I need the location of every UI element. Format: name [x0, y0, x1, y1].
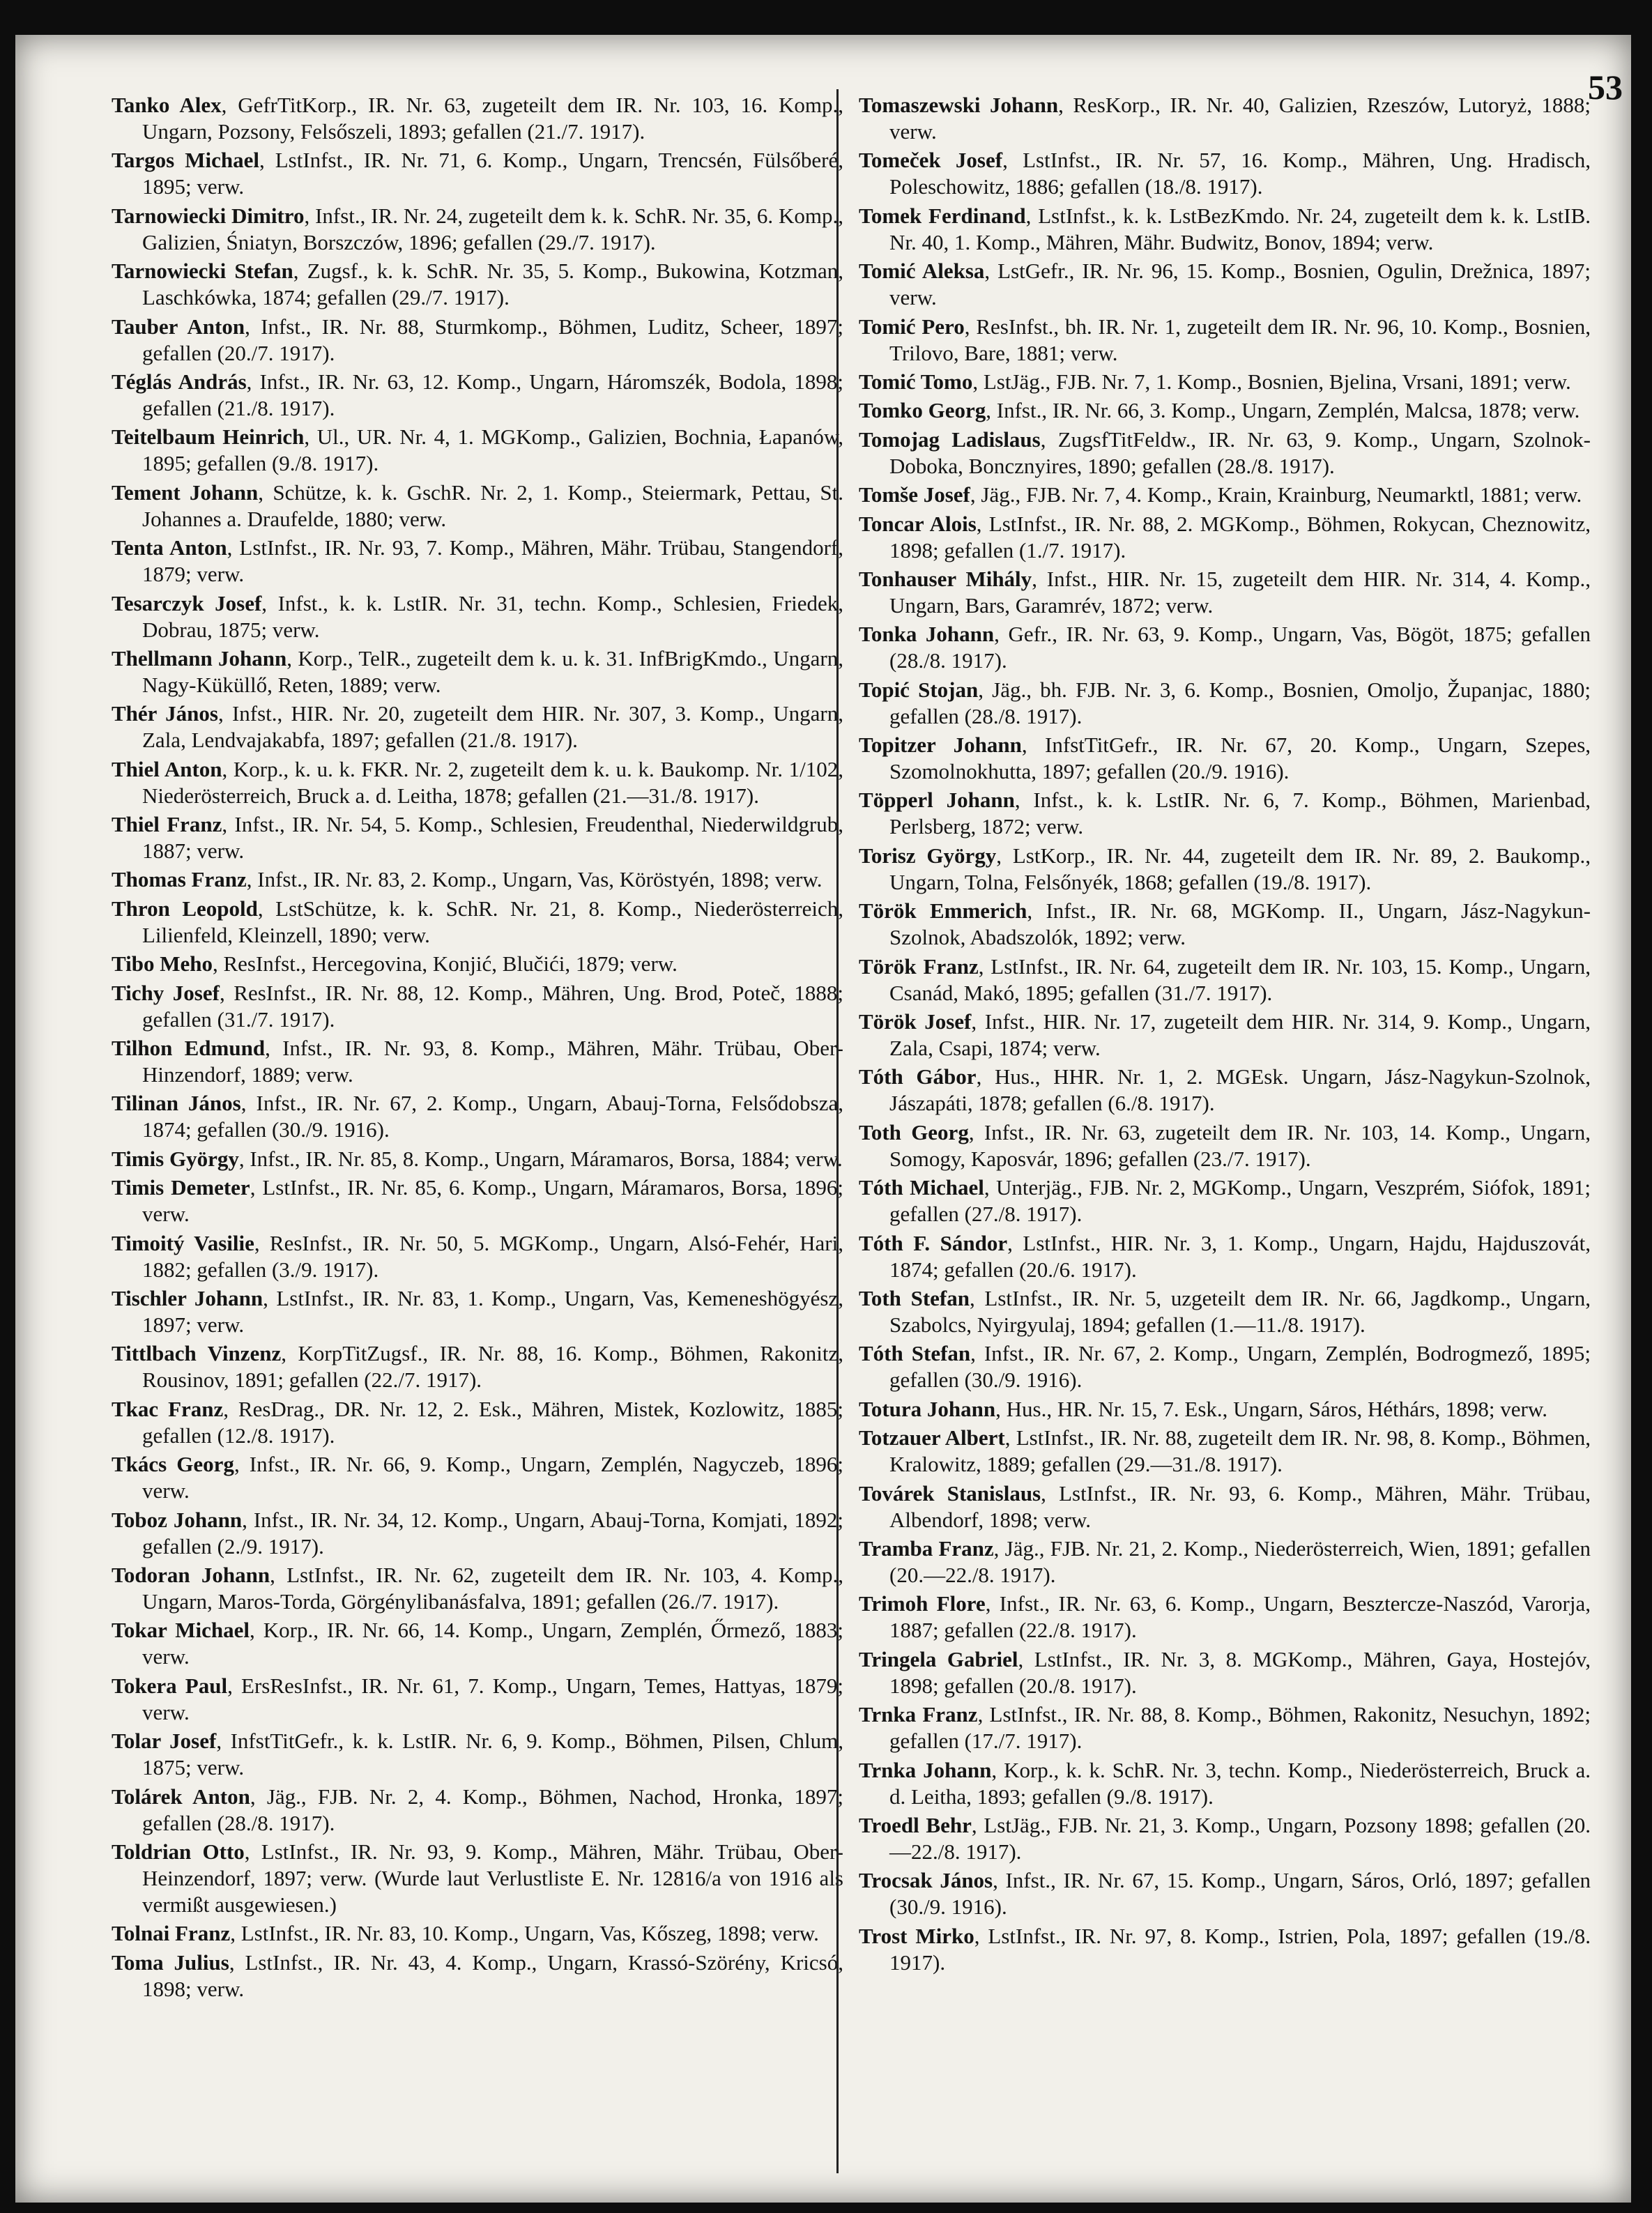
entry-details: , Korp., IR. Nr. 66, 14. Komp., Ungarn, Zemplén, Őrmező, 1883; verw. [142, 1618, 843, 1669]
casualty-entry [859, 843, 1591, 896]
casualty-entry [112, 1617, 843, 1670]
entry-name: Trnka Johann [859, 1757, 992, 1782]
entry-name: Trocsak János [859, 1868, 993, 1893]
casualty-entry [112, 645, 843, 698]
entry-details: , Zugsf., k. k. SchR. Nr. 35, 5. Komp., Bukowina, Kotzman, Laschkówka, 1874; gefallen (29./7. 1917). [142, 259, 843, 310]
entry-details: , KorpTitZugsf., IR. Nr. 88, 16. Komp., Böhmen, Rakonitz, Rousinov, 1891; gefallen (22./7. 1917). [142, 1341, 844, 1393]
entry-name: Tibo Meho [112, 951, 213, 977]
entry-name: Tkac Franz [112, 1396, 224, 1421]
casualty-entry [859, 147, 1591, 200]
entry-details: , LstInfst., HIR. Nr. 3, 1. Komp., Ungarn, Hajdu, Hajduszovát, 1874; gefallen (20./6. 1917). [889, 1230, 1591, 1282]
entry-details: , Jäg., FJB. Nr. 7, 4. Komp., Krain, Krainburg, Neumarktl, 1881; verw. [970, 482, 1582, 507]
casualty-entry [112, 92, 843, 145]
entry-name: Török Emmerich [859, 898, 1027, 924]
entry-name: Torisz György [859, 843, 997, 868]
entry-name: Todoran Johann [112, 1562, 270, 1587]
casualty-entry [859, 1119, 1591, 1172]
casualty-entry [112, 203, 843, 256]
entry-name: Thiel Anton [112, 756, 222, 781]
entry-details: , Infst., IR. Nr. 68, MGKomp. II., Ungarn, Jász-Nagykun-Szolnok, Abadszolók, 1892; verw. [889, 898, 1591, 950]
entry-details: , Unterjäg., FJB. Nr. 2, MGKomp., Ungarn, Veszprém, Siófok, 1891; gefallen (27./8. 1917). [889, 1175, 1591, 1227]
entry-details: , Hus., HHR. Nr. 1, 2. MGEsk. Ungarn, Jász-Nagykun-Szolnok, Jászapáti, 1878; gefallen (6./8. 1917). [889, 1064, 1591, 1116]
entry-details: , LstInfst., k. k. LstBezKmdo. Nr. 24, zugeteilt dem k. k. LstIB. Nr. 40, 1. Komp., Mähren, Mähr. Budwitz, Bonov, 1894; verw. [889, 203, 1591, 254]
entry-name: Thron Leopold [112, 896, 258, 921]
entry-details: , LstKorp., IR. Nr. 44, zugeteilt dem IR. Nr. 89, 2. Baukomp., Ungarn, Tolna, Felsőnyék, 1868; gefallen (19./8. 1917). [889, 843, 1591, 894]
casualty-entry [859, 1536, 1591, 1588]
entry-name: Topitzer Johann [859, 733, 1022, 758]
casualty-entry [859, 898, 1591, 951]
entry-name: Toncar Alois [859, 511, 977, 536]
right-column [859, 92, 1591, 1978]
casualty-entry [112, 1673, 843, 1726]
entry-name: Tóth Stefan [859, 1341, 971, 1366]
entry-name: Téglás András [112, 369, 247, 394]
entry-details: , Infst., IR. Nr. 63, 6. Komp., Ungarn, Besztercze-Naszód, Varorja, 1887; gefallen (22./8. 1917). [889, 1591, 1591, 1643]
entry-name: Tokar Michael [112, 1618, 250, 1643]
casualty-entry [859, 1064, 1591, 1117]
entry-details: , LstInfst., IR. Nr. 97, 8. Komp., Istrien, Pola, 1897; gefallen (19./8. 1917). [889, 1923, 1591, 1975]
entry-name: Tement Johann [112, 480, 259, 505]
entry-name: Timoitý Vasilie [112, 1230, 254, 1255]
entry-details: , Infst., IR. Nr. 34, 12. Komp., Ungarn, Abauj-Torna, Komjati, 1892; gefallen (2./9. 1917). [142, 1507, 843, 1559]
casualty-entry [112, 480, 843, 533]
scanned-page [15, 35, 1631, 2203]
casualty-entry [112, 535, 843, 588]
entry-details: , Ul., UR. Nr. 4, 1. MGKomp., Galizien, Bochnia, Łapanów, 1895; gefallen (9./8. 1917). [142, 424, 843, 476]
casualty-entry [859, 1591, 1591, 1644]
casualty-entry [859, 397, 1591, 424]
entry-name: Trimoh Flore [859, 1591, 986, 1616]
entry-name: Toth Georg [859, 1119, 969, 1144]
casualty-entry [859, 1867, 1591, 1920]
casualty-entry [112, 147, 843, 200]
entry-details: , Schütze, k. k. GschR. Nr. 2, 1. Komp., Steiermark, Pettau, St. Johannes a. Draufelde, 1880; verw. [142, 480, 843, 531]
casualty-entry [859, 621, 1591, 674]
entry-details: , Infst., IR. Nr. 63, zugeteilt dem IR. Nr. 103, 14. Komp., Ungarn, Somogy, Kaposvár, 1896; gefallen (23./7. 1917). [889, 1119, 1591, 1171]
casualty-entry [112, 1146, 843, 1172]
casualty-entry [859, 314, 1591, 367]
casualty-entry [112, 590, 843, 643]
casualty-entry [112, 1340, 843, 1393]
casualty-entry [859, 1174, 1591, 1227]
casualty-entry [859, 1923, 1591, 1976]
entry-name: Tomko Georg [859, 398, 986, 423]
entry-name: Tomojag Ladislaus [859, 427, 1041, 452]
entry-name: Toth Stefan [859, 1285, 970, 1310]
casualty-entry [112, 1174, 843, 1227]
entry-name: Targos Michael [112, 148, 259, 173]
entry-name: Töpperl Johann [859, 788, 1015, 813]
entry-name: Toldrian Otto [112, 1839, 245, 1864]
entry-name: Tanko Alex [112, 93, 222, 117]
entry-name: Tóth Michael [859, 1175, 984, 1200]
entry-details: , Infst., HIR. Nr. 17, zugeteilt dem HIR. Nr. 314, 9. Komp., Ungarn, Zala, Csapi, 1874; verw. [889, 1009, 1591, 1061]
entry-name: Totura Johann [859, 1396, 996, 1421]
entry-details: , ErsResInfst., IR. Nr. 61, 7. Komp., Ungarn, Temes, Hattyas, 1879; verw. [142, 1673, 843, 1724]
casualty-entry [859, 677, 1591, 730]
entry-details: , GefrTitKorp., IR. Nr. 63, zugeteilt dem IR. Nr. 103, 16. Komp., Ungarn, Pozsony, Felsőszeli, 1893; gefallen (21./7. 1917). [142, 93, 843, 144]
casualty-entry [859, 1396, 1591, 1423]
casualty-entry [112, 700, 843, 753]
casualty-entry [112, 1784, 843, 1837]
entry-details: , LstSchütze, k. k. SchR. Nr. 21, 8. Komp., Niederösterreich, Lilienfeld, Kleinzell, 1890; verw. [142, 896, 844, 947]
entry-name: Thér János [112, 701, 218, 726]
entry-name: Trost Mirko [859, 1923, 974, 1948]
casualty-entry [859, 1230, 1591, 1283]
entry-name: Tomše Josef [859, 482, 970, 507]
entry-name: Tolnai Franz [112, 1921, 231, 1946]
casualty-entry [859, 369, 1591, 395]
entry-details: , LstInfst., IR. Nr. 64, zugeteilt dem IR. Nr. 103, 15. Komp., Ungarn, Csanád, Makó, 1895; gefallen (31./7. 1917). [889, 954, 1591, 1005]
left-column [112, 92, 843, 2005]
entry-details: , LstInfst., IR. Nr. 83, 1. Komp., Ungarn, Vas, Kemeneshögyész, 1897; verw. [142, 1285, 843, 1337]
entry-details: , Gefr., IR. Nr. 63, 9. Komp., Ungarn, Vas, Bögöt, 1875; gefallen (28./8. 1917). [889, 622, 1591, 673]
casualty-entry [859, 1425, 1591, 1478]
casualty-entry [859, 1009, 1591, 1062]
entry-name: Tittlbach Vinzenz [112, 1341, 282, 1366]
entry-details: , LstInfst., IR. Nr. 88, 8. Komp., Böhmen, Rakonitz, Nesuchyn, 1892; gefallen (17./7. 1917). [889, 1702, 1591, 1754]
entry-name: Tolárek Anton [112, 1784, 250, 1809]
entry-name: Troedl Behr [859, 1812, 972, 1837]
entry-name: Topić Stojan [859, 677, 979, 702]
entry-details: , LstInfst., IR. Nr. 93, 7. Komp., Mähren, Mähr. Trübau, Stangendorf, 1879; verw. [142, 535, 843, 587]
entry-details: , ResInfst., bh. IR. Nr. 1, zugeteilt dem IR. Nr. 96, 10. Komp., Bosnien, Trilovo, Bare, 1881; verw. [889, 314, 1591, 365]
entry-details: , LstInfst., IR. Nr. 85, 6. Komp., Ungarn, Máramaros, Borsa, 1896; verw. [142, 1175, 843, 1227]
entry-details: , ResKorp., IR. Nr. 40, Galizien, Rzeszów, Lutoryż, 1888; verw. [889, 93, 1591, 144]
entry-details: , Infst., IR. Nr. 54, 5. Komp., Schlesien, Freudenthal, Niederwildgrub, 1887; verw. [142, 812, 843, 864]
entry-details: , Jäg., FJB. Nr. 2, 4. Komp., Böhmen, Nachod, Hronka, 1897; gefallen (28./8. 1917). [142, 1784, 844, 1835]
casualty-entry [112, 1728, 843, 1781]
entry-name: Tonhauser Mihály [859, 566, 1032, 591]
casualty-entry [859, 1480, 1591, 1533]
entry-details: , Infst., IR. Nr. 67, 2. Komp., Ungarn, Zemplén, Bodrogmező, 1895; gefallen (30./9. 1916). [889, 1341, 1591, 1393]
entry-name: Tóth F. Sándor [859, 1230, 1008, 1255]
casualty-entry [112, 424, 843, 477]
entry-name: Timis György [112, 1146, 239, 1171]
casualty-entry [112, 1920, 843, 1947]
casualty-entry [112, 1839, 843, 1918]
entry-name: Tischler Johann [112, 1285, 263, 1310]
entry-name: Tomić Tomo [859, 369, 973, 394]
entry-name: Tauber Anton [112, 314, 245, 339]
casualty-entry [859, 566, 1591, 619]
entry-details: , Jäg., FJB. Nr. 21, 2. Komp., Niederösterreich, Wien, 1891; gefallen (20.—22./8. 1917). [889, 1536, 1591, 1587]
casualty-entry [112, 896, 843, 949]
entry-name: Tonka Johann [859, 622, 995, 647]
entry-name: Teitelbaum Heinrich [112, 424, 305, 450]
casualty-entry [859, 1757, 1591, 1810]
entry-details: , ResInfst., IR. Nr. 88, 12. Komp., Mähren, Ung. Brod, Poteč, 1888; gefallen (31./7. 1917). [142, 980, 843, 1032]
entry-details: , LstGefr., IR. Nr. 96, 15. Komp., Bosnien, Ogulin, Drežnica, 1897; verw. [889, 259, 1591, 310]
casualty-entry [112, 314, 843, 367]
entry-details: , ResInfst., IR. Nr. 50, 5. MGKomp., Ungarn, Alsó-Fehér, Hari, 1882; gefallen (3./9. 1917). [142, 1230, 843, 1282]
casualty-entry [859, 482, 1591, 508]
casualty-entry [859, 787, 1591, 840]
casualty-entry [112, 258, 843, 311]
casualty-entry [112, 1507, 843, 1560]
column-divider [836, 89, 839, 2173]
entry-details: , LstInfst., IR. Nr. 88, 2. MGKomp., Böhmen, Rokycan, Cheznowitz, 1898; gefallen (1./7. 1917). [889, 511, 1591, 562]
entry-name: Thiel Franz [112, 812, 222, 837]
entry-details: , LstInfst., IR. Nr. 62, zugeteilt dem IR. Nr. 103, 4. Komp., Ungarn, Maros-Torda, Görgénylibanásfalva, 1891; gefallen (26./7. 1917). [142, 1562, 843, 1614]
casualty-entry [859, 732, 1591, 785]
casualty-entry [112, 1285, 843, 1338]
entry-details: , Infst., IR. Nr. 67, 2. Komp., Ungarn, Abauj-Torna, Felsődobsza, 1874; gefallen (30./9. 1916). [142, 1091, 844, 1142]
entry-name: Tarnowiecki Dimitro [112, 203, 305, 228]
entry-name: Tilhon Edmund [112, 1036, 266, 1061]
entry-name: Tringela Gabriel [859, 1646, 1018, 1671]
casualty-entry [859, 427, 1591, 480]
entry-details: , LstInfst., IR. Nr. 3, 8. MGKomp., Mähren, Gaya, Hostejóv, 1898; gefallen (20./8. 1917). [889, 1646, 1591, 1698]
entry-name: Török Franz [859, 954, 979, 979]
entry-details: , Infst., IR. Nr. 66, 9. Komp., Ungarn, Zemplén, Nagyczeb, 1896; verw. [142, 1452, 844, 1503]
entry-name: Tilinan János [112, 1091, 241, 1116]
casualty-entry [112, 369, 843, 422]
casualty-entry [859, 258, 1591, 311]
casualty-entry [859, 954, 1591, 1006]
entry-name: Timis Demeter [112, 1175, 250, 1200]
casualty-entry [112, 1230, 843, 1283]
entry-name: Tramba Franz [859, 1536, 994, 1561]
entry-details: , Korp., k. u. k. FKR. Nr. 2, zugeteilt dem k. u. k. Baukomp. Nr. 1/102, Niederösterreich, Bruck a. d. Leitha, 1878; gefallen (21.—31./8. 1917). [142, 756, 843, 808]
entry-name: Tkács Georg [112, 1452, 234, 1477]
entry-details: , LstJäg., FJB. Nr. 7, 1. Komp., Bosnien, Bjelina, Vrsani, 1891; verw. [972, 369, 1571, 394]
casualty-entry [112, 866, 843, 893]
entry-name: Toboz Johann [112, 1507, 243, 1532]
entry-details: , LstInfst., IR. Nr. 93, 9. Komp., Mähren, Mähr. Trübau, Ober-Heinzendorf, 1897; verw. (Wurde laut Verlustliste E. Nr. 12816/a von 1916 als vermißt ausgewiesen.) [142, 1839, 843, 1917]
entry-name: Tomić Pero [859, 314, 965, 339]
casualty-entry [112, 1396, 843, 1449]
casualty-entry [112, 1090, 843, 1143]
casualty-entry [859, 1701, 1591, 1754]
casualty-entry [112, 1035, 843, 1088]
entry-details: , Korp., TelR., zugeteilt dem k. u. k. 31. InfBrigKmdo., Ungarn, Nagy-Küküllő, Reten, 1889; verw. [142, 645, 843, 697]
entry-details: , Infst., IR. Nr. 63, 12. Komp., Ungarn, Háromszék, Bodola, 1898; gefallen (21./8. 1917). [142, 369, 843, 420]
entry-name: Toma Julius [112, 1950, 229, 1975]
entry-name: Továrek Stanislaus [859, 1480, 1041, 1506]
entry-name: Tolar Josef [112, 1729, 217, 1754]
casualty-entry [859, 203, 1591, 256]
entry-details: , LstInfst., IR. Nr. 43, 4. Komp., Ungarn, Krassó-Szörény, Kricsó, 1898; verw. [142, 1950, 843, 2001]
entry-name: Trnka Franz [859, 1702, 978, 1727]
casualty-entry [859, 92, 1591, 145]
casualty-entry [112, 980, 843, 1033]
casualty-entry [112, 951, 843, 977]
entry-details: , Infst., IR. Nr. 85, 8. Komp., Ungarn, Máramaros, Borsa, 1884; verw. [238, 1146, 843, 1171]
entry-details: , Infst., IR. Nr. 24, zugeteilt dem k. k. SchR. Nr. 35, 6. Komp., Galizien, Śniatyn, Borszczów, 1896; gefallen (29./7. 1917). [142, 203, 843, 254]
casualty-entry [859, 1812, 1591, 1865]
entry-name: Tesarczyk Josef [112, 590, 262, 615]
entry-details: , Infst., IR. Nr. 88, Sturmkomp., Böhmen, Luditz, Scheer, 1897; gefallen (20./7. 1917). [142, 314, 843, 365]
casualty-entry [859, 511, 1591, 564]
entry-details: , Infst., IR. Nr. 93, 8. Komp., Mähren, Mähr. Trübau, Ober-Hinzendorf, 1889; verw. [142, 1036, 843, 1087]
entry-details: , ZugsfTitFeldw., IR. Nr. 63, 9. Komp., Ungarn, Szolnok-Doboka, Boncznyires, 1890; gefallen (28./8. 1917). [889, 427, 1591, 478]
entry-details: , Korp., k. k. SchR. Nr. 3, techn. Komp., Niederösterreich, Bruck a. d. Leitha, 1893; gefallen (9./8. 1917). [889, 1757, 1591, 1809]
entry-details: , Hus., HR. Nr. 15, 7. Esk., Ungarn, Sáros, Héthárs, 1898; verw. [995, 1396, 1547, 1421]
casualty-entry [112, 756, 843, 809]
entry-details: , Infst., HIR. Nr. 20, zugeteilt dem HIR. Nr. 307, 3. Komp., Ungarn, Zala, Lendvajakabfa, 1897; gefallen (21./8. 1917). [142, 701, 844, 753]
entry-name: Thellmann Johann [112, 645, 287, 671]
entry-details: , LstInfst., IR. Nr. 71, 6. Komp., Ungarn, Trencsén, Fülsőberé, 1895; verw. [142, 148, 843, 199]
casualty-entry [859, 1285, 1591, 1338]
entry-name: Thomas Franz [112, 867, 247, 892]
entry-details: , InfstTitGefr., IR. Nr. 67, 20. Komp., Ungarn, Szepes, Szomolnokhutta, 1897; gefallen (20./9. 1916). [889, 733, 1591, 784]
entry-name: Tichy Josef [112, 980, 220, 1005]
entry-name: Török Josef [859, 1009, 972, 1034]
entry-name: Tomek Ferdinand [859, 203, 1026, 228]
entry-details: , Infst., IR. Nr. 67, 15. Komp., Ungarn, Sáros, Orló, 1897; gefallen (30./9. 1916). [889, 1868, 1591, 1920]
entry-name: Tarnowiecki Stefan [112, 259, 293, 284]
entry-details: , LstJäg., FJB. Nr. 21, 3. Komp., Ungarn, Pozsony 1898; gefallen (20.—22./8. 1917). [889, 1812, 1591, 1864]
entry-details: , ResInfst., Hercegovina, Konjić, Blučići, 1879; verw. [212, 951, 678, 977]
entry-details: , InfstTitGefr., k. k. LstIR. Nr. 6, 9. Komp., Böhmen, Pilsen, Chlum, 1875; verw. [142, 1729, 843, 1780]
casualty-entry [112, 1950, 843, 2003]
casualty-entry [859, 1646, 1591, 1699]
entry-name: Tenta Anton [112, 535, 227, 560]
entry-details: , Infst., k. k. LstIR. Nr. 31, techn. Komp., Schlesien, Friedek, Dobrau, 1875; verw. [142, 590, 843, 642]
casualty-entry [112, 1451, 843, 1504]
casualty-entry [112, 811, 843, 864]
casualty-entry [859, 1340, 1591, 1393]
entry-details: , Infst., IR. Nr. 83, 2. Komp., Ungarn, Vas, Köröstyén, 1898; verw. [246, 867, 823, 892]
entry-details: , LstInfst., IR. Nr. 83, 10. Komp., Ungarn, Vas, Kőszeg, 1898; verw. [230, 1921, 819, 1946]
entry-name: Totzauer Albert [859, 1425, 1005, 1450]
entry-details: , LstInfst., IR. Nr. 5, uzgeteilt dem IR. Nr. 66, Jagdkomp., Ungarn, Szabolcs, Nyirgyulaj, 1894; gefallen (1.—11./8. 1917). [889, 1285, 1591, 1337]
entry-name: Tomaszewski Johann [859, 93, 1059, 117]
entry-details: , ResDrag., DR. Nr. 12, 2. Esk., Mähren, Mistek, Kozlowitz, 1885; gefallen (12./8. 1917). [142, 1396, 843, 1448]
entry-name: Tóth Gábor [859, 1064, 977, 1089]
entry-details: , Infst., IR. Nr. 66, 3. Komp., Ungarn, Zemplén, Malcsa, 1878; verw. [986, 398, 1580, 423]
entry-details: , LstInfst., IR. Nr. 57, 16. Komp., Mähren, Ung. Hradisch, Poleschowitz, 1886; gefallen (18./8. 1917). [889, 148, 1591, 199]
entry-details: , Infst., HIR. Nr. 15, zugeteilt dem HIR. Nr. 314, 4. Komp., Ungarn, Bars, Garamrév, 1872; verw. [889, 566, 1591, 618]
entry-name: Tomić Aleksa [859, 259, 985, 284]
entry-details: , Infst., k. k. LstIR. Nr. 6, 7. Komp., Böhmen, Marienbad, Perlsberg, 1872; verw. [889, 788, 1591, 839]
entry-name: Tomeček Josef [859, 148, 1003, 173]
entry-details: , LstInfst., IR. Nr. 88, zugeteilt dem IR. Nr. 98, 8. Komp., Böhmen, Kralowitz, 1889; gefallen (29.—31./8. 1917). [889, 1425, 1591, 1477]
entry-details: , LstInfst., IR. Nr. 93, 6. Komp., Mähren, Mähr. Trübau, Albendorf, 1898; verw. [889, 1480, 1591, 1532]
entry-details: , Jäg., bh. FJB. Nr. 3, 6. Komp., Bosnien, Omoljo, Županjac, 1880; gefallen (28./8. 1917). [889, 677, 1591, 728]
page-number: 53 [1588, 68, 1623, 107]
entry-name: Tokera Paul [112, 1673, 228, 1698]
casualty-entry [112, 1562, 843, 1615]
